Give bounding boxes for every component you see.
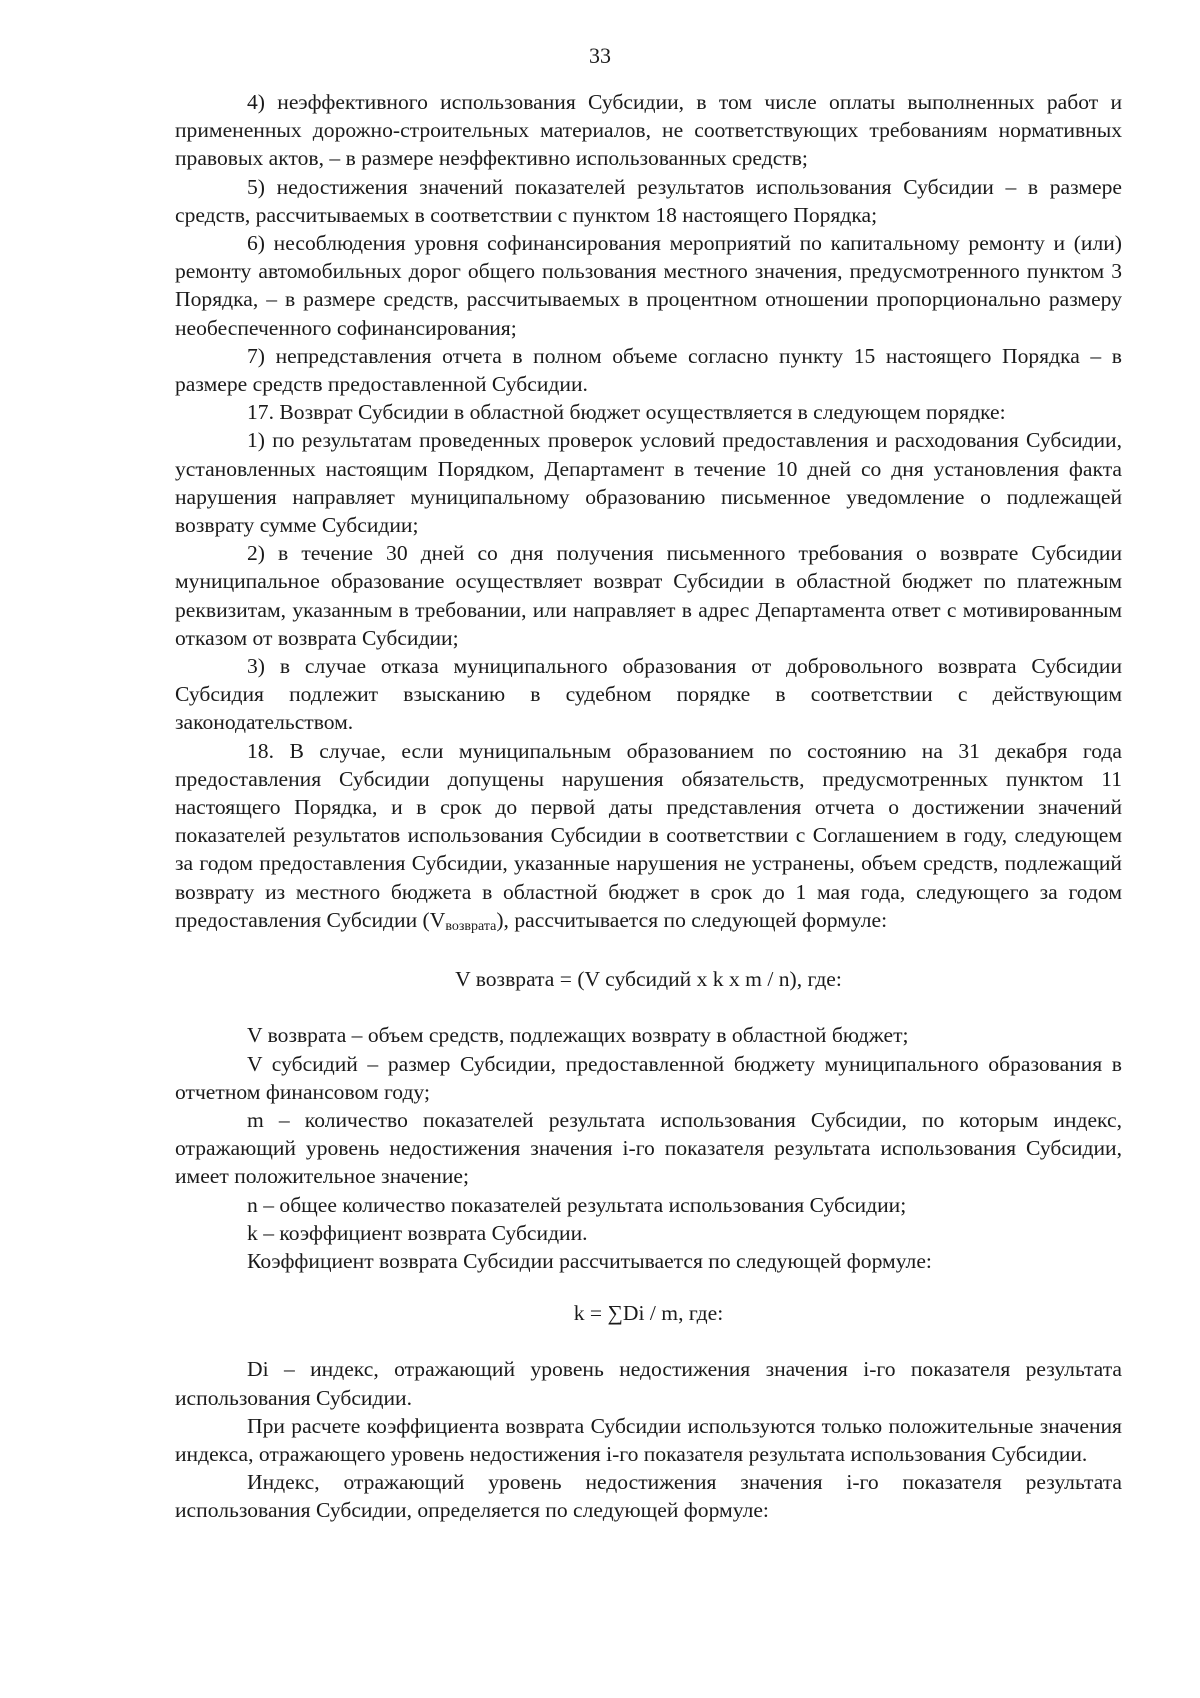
- definition: k – коэффициент возврата Субсидии.: [247, 1220, 588, 1245]
- paragraph-18-subscript: возврата: [445, 918, 497, 934]
- paragraph-18-text: 18. В случае, если муниципальным образованием по состоянию на 31 декабря года предоставления Субсидии допущены нарушения обязательств, предусмотренных пунктом 11 настоящего Порядка, и в срок до первой даты представления отчета о достижении значений показателей результатов использования Субсидии в соответствии с Соглашением в году, следующем за годом предоставления Субсидии, указанные нарушения не устранены, объем средств, подлежащий возврату из местного бюджета в областной бюджет в срок до 1 мая года, следующего за годом предоставления Субсидии (V: [175, 738, 1122, 932]
- formula-v-return: V возврата = (V субсидий x k x m / n), где:: [455, 967, 842, 992]
- definition: Коэффициент возврата Субсидии рассчитывается по следующей формуле:: [247, 1248, 932, 1273]
- paragraph: 1) по результатам проведенных проверок условий предоставления и расходования Субсидии, установленных настоящим Порядком, Департамент в течение 10 дней со дня установления факта нарушения направляет муниципальному образованию письменное уведомление о подлежащей возврату сумме Субсидии;: [175, 428, 1122, 538]
- definition: m – количество показателей результата использования Субсидии, по которым индекс, отражающий уровень недостижения значения i-го показателя результата использования Субсидии, имеет положительное значение;: [175, 1107, 1122, 1189]
- definition: Di – индекс, отражающий уровень недостижения значения i-го показателя результата использования Субсидии.: [175, 1357, 1122, 1410]
- paragraph-18-tail: ), рассчитывается по следующей формуле:: [496, 907, 888, 932]
- definition: При расчете коэффициента возврата Субсидии используются только положительные значения индекса, отражающего уровень недостижения i-го показателя результата использования Субсидии.: [175, 1413, 1122, 1466]
- paragraph: 17. Возврат Субсидии в областной бюджет осуществляется в следующем порядке:: [247, 400, 1006, 425]
- paragraph-18: [175, 737, 1122, 941]
- definition: Индекс, отражающий уровень недостижения значения i-го показателя результата использования Субсидии, определяется по следующей формуле:: [175, 1470, 1122, 1523]
- document-body: [175, 88, 1122, 1525]
- definition: V возврата – объем средств, подлежащих возврату в областной бюджет;: [247, 1023, 909, 1048]
- paragraph: 7) непредставления отчета в полном объеме согласно пункту 15 настоящего Порядка – в размере средств предоставленной Субсидии.: [175, 343, 1122, 397]
- definition: n – общее количество показателей результата использования Субсидии;: [247, 1192, 907, 1217]
- page-number: 33: [589, 43, 611, 68]
- paragraph: 3) в случае отказа муниципального образования от добровольного возврата Субсидии Субсидия подлежит взысканию в судебном порядке в соответствии с действующим законодательством.: [175, 654, 1122, 735]
- paragraph: 4) неэффективного использования Субсидии, в том числе оплаты выполненных работ и примененных дорожно-строительных материалов, не соответствующих требованиям нормативных правовых актов, – в размере неэффективно использованных средств;: [175, 90, 1122, 171]
- paragraph: 2) в течение 30 дней со дня получения письменного требования о возврате Субсидии муниципальное образование осуществляет возврат Субсидии в областной бюджет по платежным реквизитам, указанным в требовании, или направляет в адрес Департамента ответ с мотивированным отказом от возврата Субсидии;: [175, 541, 1122, 650]
- formula-k: k = ∑Di / m, где:: [573, 1301, 724, 1326]
- paragraph: 5) недостижения значений показателей результатов использования Субсидии – в размере средств, рассчитываемых в соответствии с пунктом 18 настоящего Порядка;: [175, 174, 1122, 227]
- paragraph: 6) несоблюдения уровня софинансирования мероприятий по капитальному ремонту и (или) ремонту автомобильных дорог общего пользования местного значения, предусмотренного пунктом 3 Порядка, – в размере средств, рассчитываемых в процентном отношении пропорционально размеру необеспеченного софинансирования;: [175, 231, 1122, 340]
- definition: V субсидий – размер Субсидии, предоставленной бюджету муниципального образования в отчетном финансовом году;: [175, 1051, 1122, 1104]
